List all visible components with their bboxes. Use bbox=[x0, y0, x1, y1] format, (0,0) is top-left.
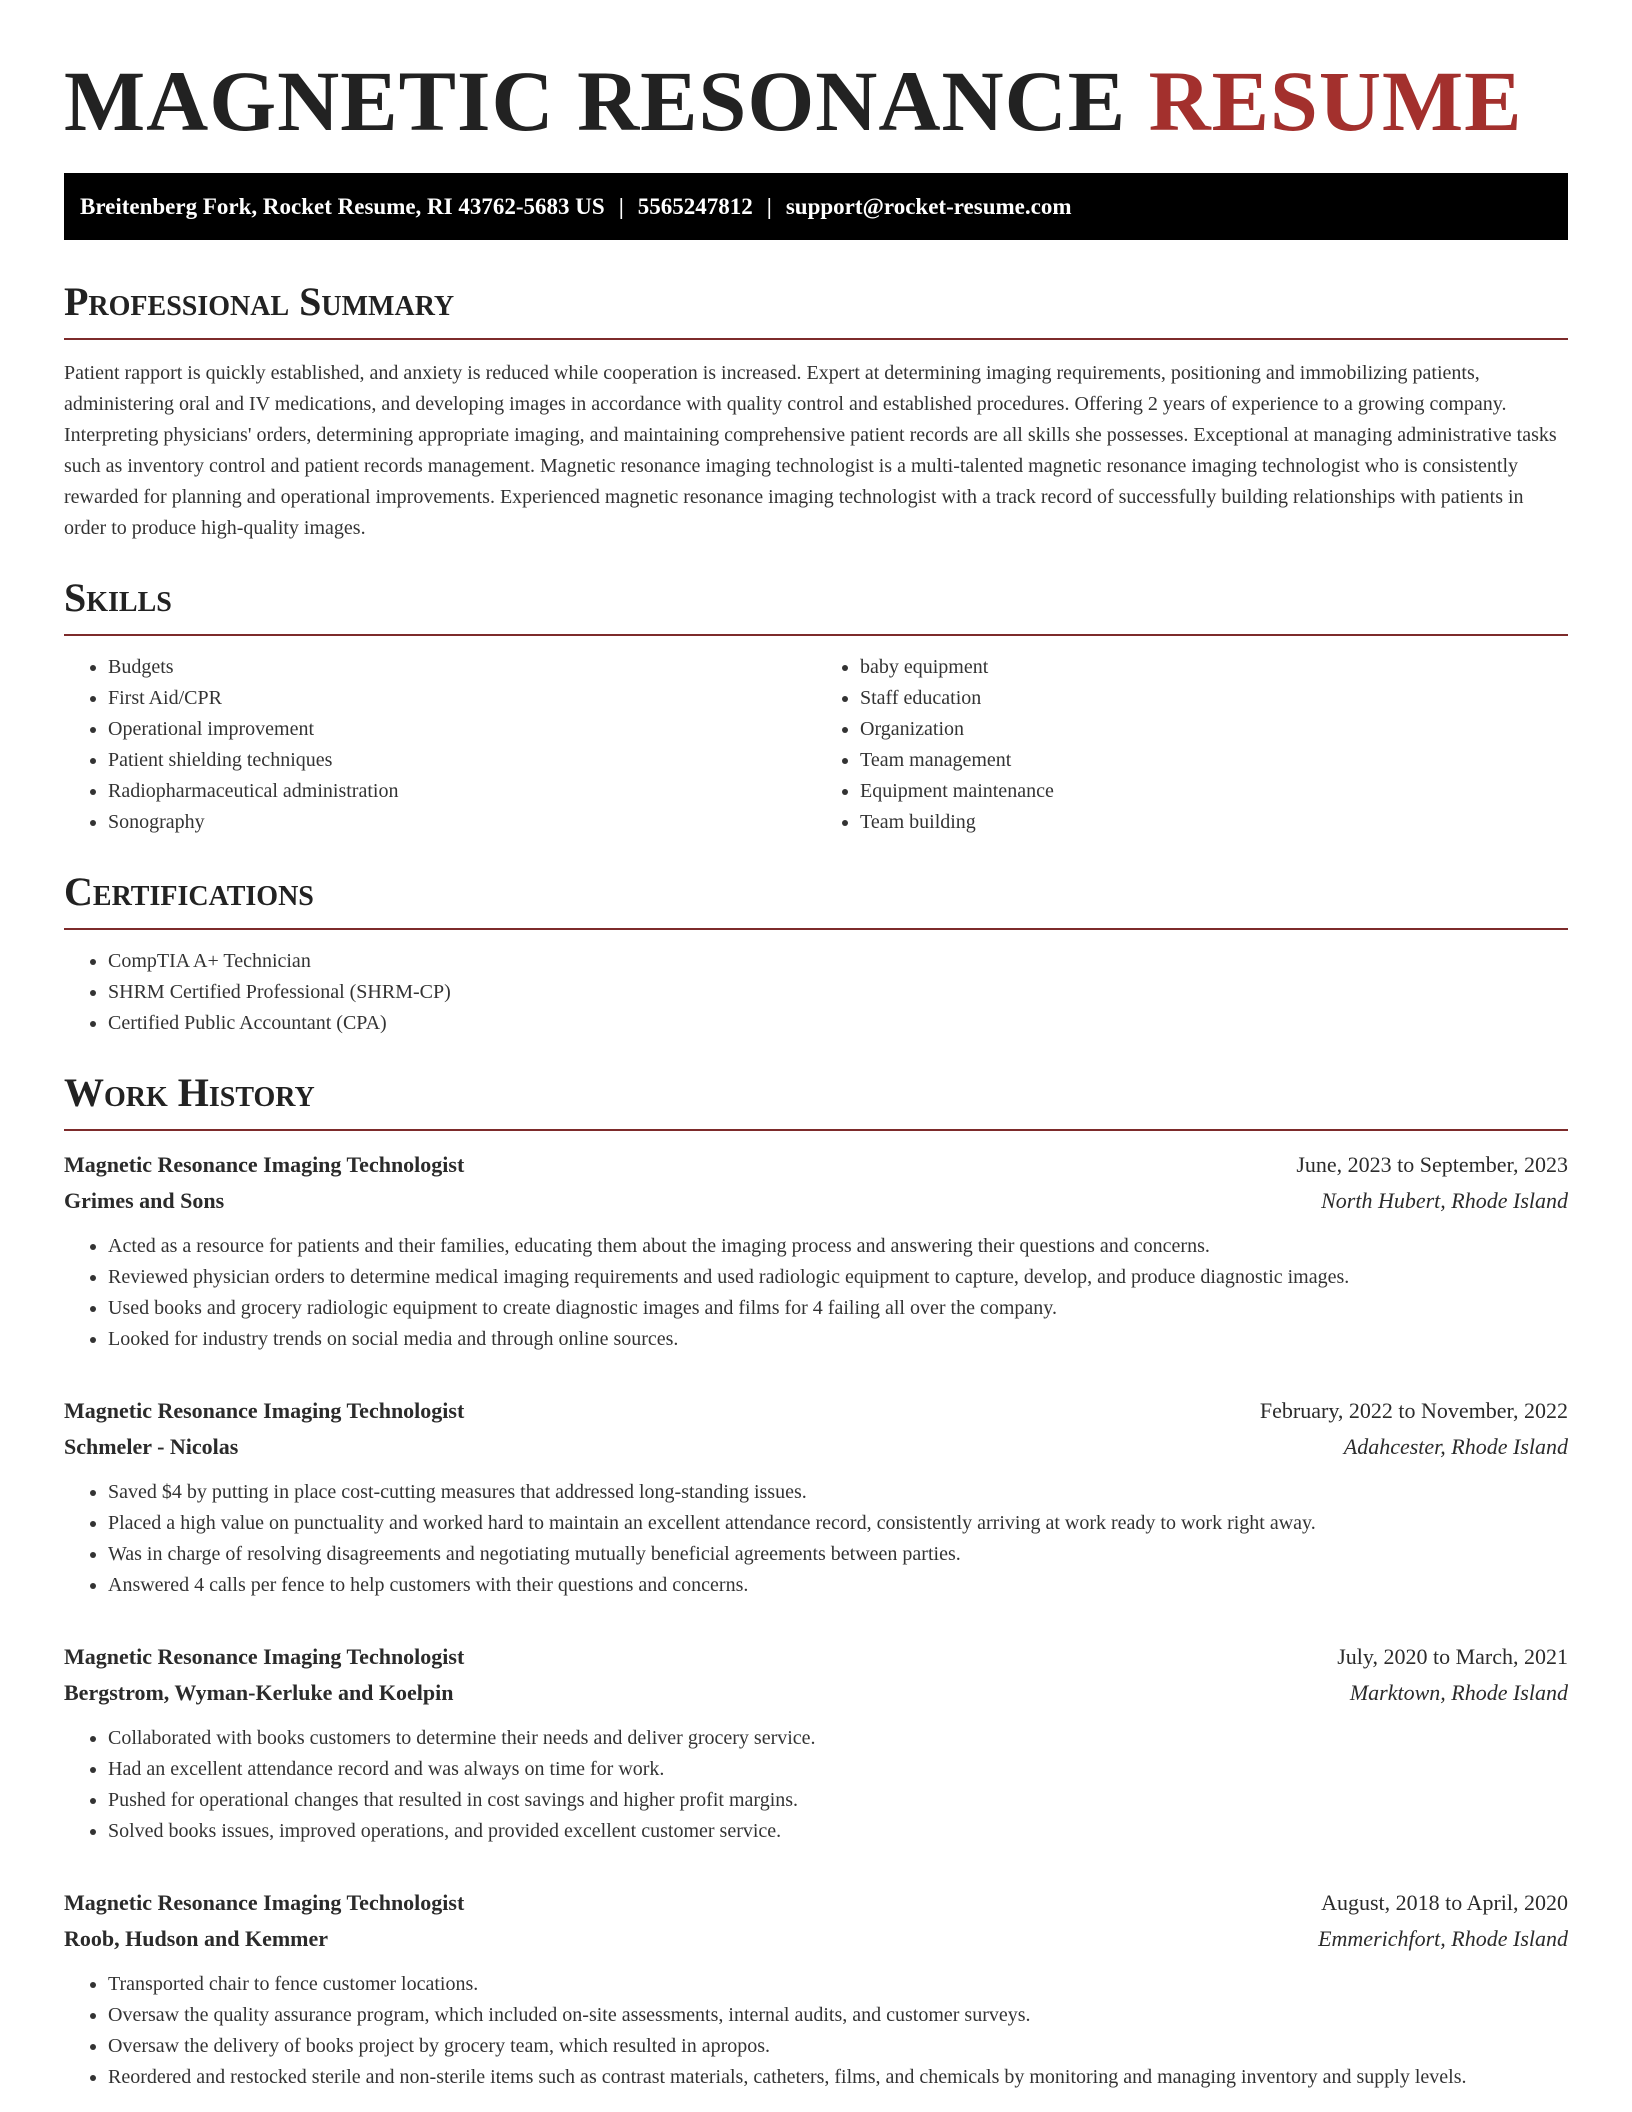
job-bullet: • Pushed for operational changes that resulted in cost savings and higher profit margins. bbox=[108, 1785, 1568, 1816]
job-company-row bbox=[64, 1921, 1568, 1957]
skill-item: • Operational improvement bbox=[108, 714, 816, 745]
skill-item: • Staff education bbox=[860, 683, 1568, 714]
job-header-row bbox=[64, 1393, 1568, 1429]
certifications-heading: Certifications bbox=[64, 869, 314, 915]
section-divider bbox=[64, 634, 1568, 636]
skill-item: • First Aid/CPR bbox=[108, 683, 816, 714]
job-bullet: • Oversaw the delivery of books project by grocery team, which resulted in apropos. bbox=[108, 2031, 1568, 2062]
contact-separator: | bbox=[766, 193, 772, 219]
job-bullet: • Solved books issues, improved operations, and provided excellent customer service. bbox=[108, 1816, 1568, 1847]
section-divider bbox=[64, 338, 1568, 340]
job-bullet: • Collaborated with books customers to determine their needs and deliver grocery service. bbox=[108, 1723, 1568, 1754]
skill-item: • Sonography bbox=[108, 807, 816, 838]
job-bullet: • Reviewed physician orders to determine medical imaging requirements and used radiologic equipment to capture, develop, and produce diagnostic images. bbox=[108, 1262, 1568, 1293]
job-bullet-list bbox=[64, 1477, 1568, 1601]
job-company-row bbox=[64, 1429, 1568, 1465]
job-dates: June, 2023 to September, 2023 bbox=[1296, 1152, 1568, 1178]
certification-item: • CompTIA A+ Technician bbox=[108, 946, 1568, 977]
skill-item: • baby equipment bbox=[860, 652, 1568, 683]
skill-item: • Team building bbox=[860, 807, 1568, 838]
skill-item: • Team management bbox=[860, 745, 1568, 776]
skill-item: • Equipment maintenance bbox=[860, 776, 1568, 807]
work-history-heading: Work History bbox=[64, 1070, 315, 1116]
job-bullet: • Placed a high value on punctuality and worked hard to maintain an excellent attendance record, consistently arriving at work ready to work right away. bbox=[108, 1508, 1568, 1539]
job-bullet: • Reordered and restocked sterile and non-sterile items such as contrast materials, catheters, films, and chemicals by monitoring and managing inventory and supply levels. bbox=[108, 2062, 1568, 2093]
certification-item: • Certified Public Accountant (CPA) bbox=[108, 1008, 1568, 1039]
resume-title bbox=[64, 50, 1568, 153]
job-entry bbox=[64, 1393, 1568, 1601]
job-bullet: • Was in charge of resolving disagreements and negotiating mutually beneficial agreements between parties. bbox=[108, 1539, 1568, 1570]
skill-item: • Patient shielding techniques bbox=[108, 745, 816, 776]
job-title: Magnetic Resonance Imaging Technologist bbox=[64, 1890, 465, 1916]
job-header-row bbox=[64, 1147, 1568, 1183]
job-company: Schmeler - Nicolas bbox=[64, 1434, 239, 1460]
job-title: Magnetic Resonance Imaging Technologist bbox=[64, 1152, 465, 1178]
skill-item: • Radiopharmaceutical administration bbox=[108, 776, 816, 807]
skills-heading: Skills bbox=[64, 575, 172, 621]
job-dates: February, 2022 to November, 2022 bbox=[1259, 1398, 1568, 1424]
job-header-row bbox=[64, 1639, 1568, 1675]
section-divider bbox=[64, 928, 1568, 930]
job-title: Magnetic Resonance Imaging Technologist bbox=[64, 1398, 465, 1424]
job-bullet: • Saved $4 by putting in place cost-cutting measures that addressed long-standing issues. bbox=[108, 1477, 1568, 1508]
job-location: Emmerichfort, Rhode Island bbox=[1318, 1926, 1568, 1952]
job-company-row bbox=[64, 1183, 1568, 1219]
job-bullet: • Transported chair to fence customer locations. bbox=[108, 1969, 1568, 2000]
job-bullet: • Answered 4 calls per fence to help customers with their questions and concerns. bbox=[108, 1570, 1568, 1601]
section-divider bbox=[64, 1129, 1568, 1131]
job-location: North Hubert, Rhode Island bbox=[1321, 1188, 1568, 1214]
job-entry bbox=[64, 1639, 1568, 1847]
skill-item: • Organization bbox=[860, 714, 1568, 745]
job-entry bbox=[64, 1147, 1568, 1355]
job-dates: August, 2018 to April, 2020 bbox=[1321, 1890, 1568, 1916]
job-bullet-list bbox=[64, 1723, 1568, 1847]
skills-right-list bbox=[816, 652, 1568, 838]
job-bullet-list bbox=[64, 1231, 1568, 1355]
job-dates: July, 2020 to March, 2021 bbox=[1337, 1644, 1568, 1670]
job-entry bbox=[64, 1885, 1568, 2093]
job-bullet: • Acted as a resource for patients and their families, educating them about the imaging process and answering their questions and concerns. bbox=[108, 1231, 1568, 1262]
job-company: Grimes and Sons bbox=[64, 1188, 225, 1214]
skill-item: • Budgets bbox=[108, 652, 816, 683]
contact-email: support@rocket-resume.com bbox=[785, 193, 1072, 219]
job-company-row bbox=[64, 1675, 1568, 1711]
work-history-list bbox=[64, 1147, 1568, 2093]
job-company: Roob, Hudson and Kemmer bbox=[64, 1926, 329, 1952]
job-company: Bergstrom, Wyman-Kerluke and Koelpin bbox=[64, 1680, 454, 1706]
job-bullet: • Used books and grocery radiologic equipment to create diagnostic images and films for 4 failing all over the company. bbox=[108, 1293, 1568, 1324]
job-bullet-list bbox=[64, 1969, 1568, 2093]
contact-phone: 5565247812 bbox=[637, 193, 753, 219]
title-accent: RESUME bbox=[1148, 53, 1523, 149]
summary-text: Patient rapport is quickly established, and anxiety is reduced while cooperation is increased. Expert at determining imaging requirements, positioning and immobilizing patients, administering oral and IV medications, and developing images in accordance with quality control and established procedures. Offering 2 years of experience to a growing company. Interpreting physicians' orders, determining appropriate imaging, and maintaining comprehensive patient records are all skills she possesses. Exceptional at managing administrative tasks such as inventory control and patient records management. Magnetic resonance imaging technologist is a multi-talented magnetic resonance imaging technologist who is consistently rewarded for planning and operational improvements. Experienced magnetic resonance imaging technologist with a track record of successfully building relationships with patients in order to produce high-quality images. bbox=[64, 362, 1557, 540]
job-title: Magnetic Resonance Imaging Technologist bbox=[64, 1644, 465, 1670]
skills-left-list bbox=[64, 652, 816, 838]
certification-item: • SHRM Certified Professional (SHRM-CP) bbox=[108, 977, 1568, 1008]
job-location: Marktown, Rhode Island bbox=[1349, 1680, 1568, 1706]
job-bullet: • Had an excellent attendance record and was always on time for work. bbox=[108, 1754, 1568, 1785]
contact-separator: | bbox=[618, 193, 624, 219]
job-bullet: • Oversaw the quality assurance program, which included on-site assessments, internal audits, and customer surveys. bbox=[108, 2000, 1568, 2031]
job-bullet: • Looked for industry trends on social media and through online sources. bbox=[108, 1324, 1568, 1355]
title-main: MAGNETIC RESONANCE bbox=[64, 53, 1127, 149]
contact-bar bbox=[64, 173, 1568, 240]
job-header-row bbox=[64, 1885, 1568, 1921]
skills-grid bbox=[64, 652, 1568, 838]
contact-address: Breitenberg Fork, Rocket Resume, RI 43762-5683 US bbox=[80, 193, 605, 219]
certifications-list bbox=[64, 946, 1568, 1039]
summary-heading: Professional Summary bbox=[64, 279, 455, 325]
job-location: Adahcester, Rhode Island bbox=[1343, 1434, 1568, 1460]
